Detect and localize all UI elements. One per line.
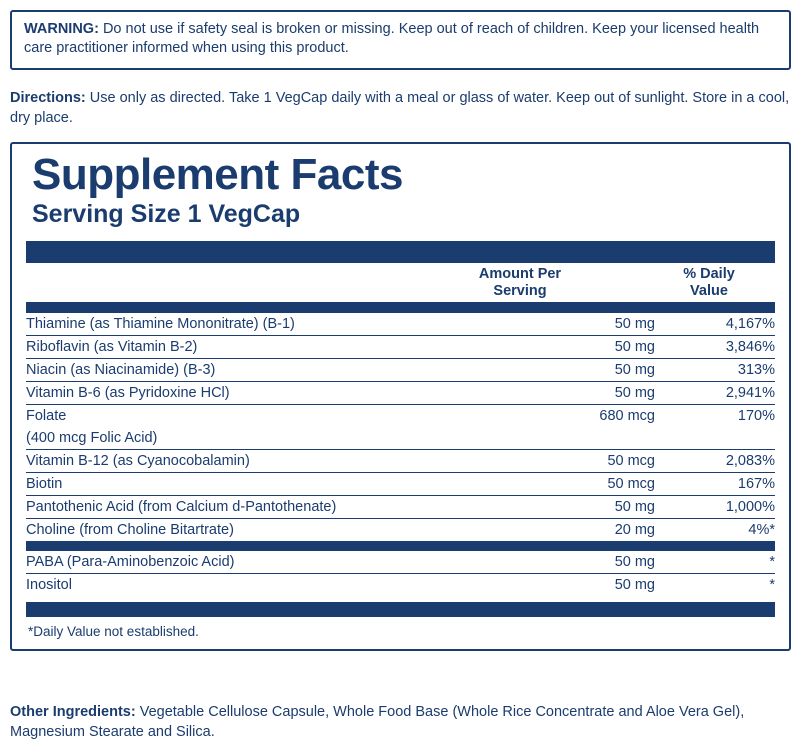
nutrient-subname: (400 mcg Folic Acid) <box>26 430 158 447</box>
nutrient-dv <box>655 427 775 450</box>
daily-value-footnote: *Daily Value not established. <box>28 624 199 640</box>
nutrient-dv: 2,941% <box>655 382 775 405</box>
nutrition-table <box>26 312 775 541</box>
nutrient-amount <box>465 427 655 450</box>
nutrient-name: PABA (Para-Aminobenzoic Acid) <box>26 554 235 571</box>
nutrient-amount: 50 mg <box>614 554 655 571</box>
nutrient-amount: 50 mcg <box>465 473 655 496</box>
amount-header-line1: Amount Per <box>478 265 562 282</box>
nutrient-name: Riboflavin (as Vitamin B-2) <box>26 336 465 359</box>
table-row <box>26 496 775 519</box>
table-row <box>26 519 775 542</box>
dv-header-line2: Value <box>690 282 728 299</box>
nutrient-amount: 50 mg <box>465 574 655 597</box>
directions-label: Directions: <box>10 90 86 106</box>
nutrient-name: Biotin <box>26 473 465 496</box>
nutrient-name: Pantothenic Acid (from Calcium d-Pantothenate) <box>26 496 465 519</box>
table-row <box>26 382 775 405</box>
serving-size: Serving Size 1 VegCap <box>32 200 301 229</box>
nutrient-name: Inositol <box>26 574 465 597</box>
nutrient-amount: 50 mcg <box>465 450 655 473</box>
header-bar-top <box>26 241 775 263</box>
blank-header-cell <box>26 263 425 302</box>
footer-bar <box>26 602 775 617</box>
nutrient-name: Choline (from Choline Bitartrate) <box>26 519 465 542</box>
supplement-facts-title: Supplement Facts <box>32 150 403 199</box>
nutrient-amount: 680 mcg <box>465 405 655 428</box>
nutrient-amount: 50 mg <box>465 336 655 359</box>
nutrient-dv: * <box>769 554 775 571</box>
table-row <box>26 313 775 336</box>
nutrient-amount: 50 mg <box>465 382 655 405</box>
nutrient-amount: 50 mg <box>465 313 655 336</box>
daily-value-header <box>649 263 775 302</box>
supplement-facts-panel <box>10 142 791 651</box>
nutrient-dv: 170% <box>655 405 775 428</box>
directions-text: Use only as directed. Take 1 VegCap daily with a meal or glass of water. Keep out of sunlight. Store in a cool, dry place. <box>10 90 790 126</box>
warning-box <box>10 10 791 70</box>
nutrient-amount: 20 mg <box>465 519 655 542</box>
nutrient-dv: 4%* <box>655 519 775 542</box>
nutrition-table-secondary <box>26 551 775 596</box>
nutrient-name: Thiamine (as Thiamine Mononitrate) (B-1) <box>26 313 465 336</box>
column-headers-row <box>26 263 775 302</box>
table-row <box>26 574 775 597</box>
divider-bar-middle <box>26 541 775 551</box>
directions-section <box>10 89 795 128</box>
nutrient-dv: 4,167% <box>655 313 775 336</box>
amount-header-line2: Serving <box>493 282 547 299</box>
other-ingredients-section <box>10 703 795 742</box>
nutrient-dv: 313% <box>655 359 775 382</box>
nutrient-dv: * <box>655 574 775 597</box>
other-ingredients-label: Other Ingredients: <box>10 704 136 720</box>
table-row <box>26 359 775 382</box>
table-row <box>26 551 775 574</box>
table-row <box>26 450 775 473</box>
table-row-sub <box>26 427 775 450</box>
nutrient-amount: 50 mg <box>465 359 655 382</box>
nutrient-dv: 167% <box>655 473 775 496</box>
table-row <box>26 405 775 428</box>
nutrient-name: Folate <box>26 405 465 428</box>
amount-per-serving-header <box>425 263 649 302</box>
warning-label: WARNING: <box>24 21 99 37</box>
table-row <box>26 473 775 496</box>
nutrient-dv: 3,846% <box>655 336 775 359</box>
table-row <box>26 336 775 359</box>
nutrient-name: Vitamin B-12 (as Cyanocobalamin) <box>26 450 465 473</box>
nutrition-header-table <box>26 263 775 302</box>
header-bar-under-columns <box>26 302 775 312</box>
nutrient-name: Vitamin B-6 (as Pyridoxine HCl) <box>26 382 465 405</box>
nutrient-name: Niacin (as Niacinamide) (B-3) <box>26 359 465 382</box>
dv-header-line1: % Daily <box>683 265 735 282</box>
nutrient-dv: 1,000% <box>655 496 775 519</box>
nutrient-amount: 50 mg <box>465 496 655 519</box>
nutrient-dv: 2,083% <box>655 450 775 473</box>
other-ingredients-text: Vegetable Cellulose Capsule, Whole Food Base (Whole Rice Concentrate and Aloe Vera Gel), Magnesium Stearate and Silica. <box>10 704 745 740</box>
warning-text: Do not use if safety seal is broken or missing. Keep out of reach of children. Keep your licensed health care practitioner informed when using this product. <box>24 21 760 57</box>
